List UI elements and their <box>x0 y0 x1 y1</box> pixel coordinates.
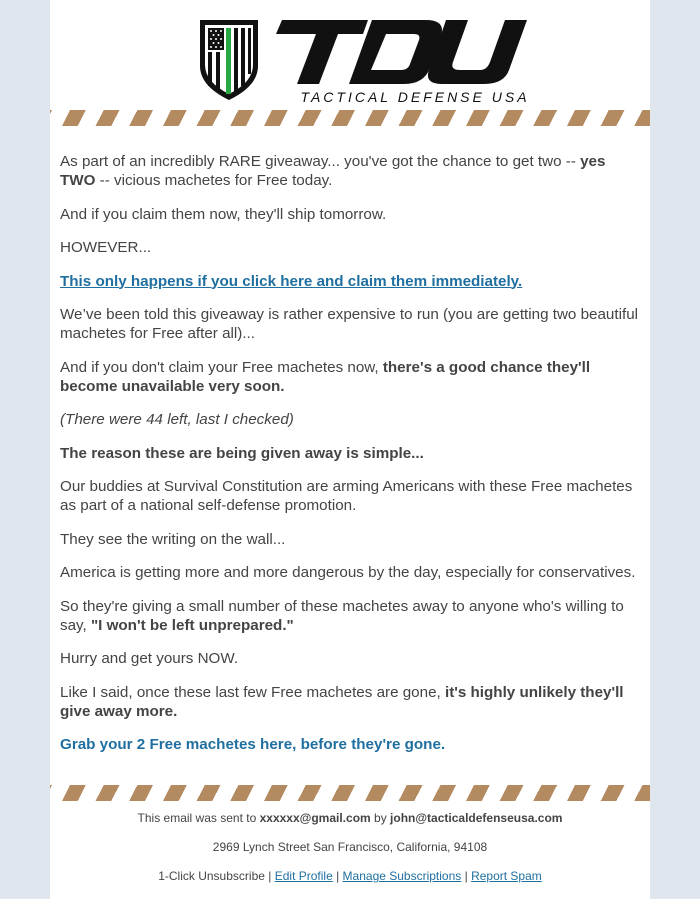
recipient-email: xxxxxx@gmail.com <box>259 811 371 825</box>
grab-machetes-link[interactable]: Grab your 2 Free machetes here, before they're gone. <box>60 736 446 753</box>
paragraph-hurry: Hurry and get yours NOW. <box>60 650 239 667</box>
footer-sent-line: This email was sent to xxxxxx@gmail.com by john@tacticaldefenseusa.com <box>137 811 563 825</box>
paragraph-intro: As part of an incredibly RARE giveaway... you've got the chance to get two -- yes TWO -- vicious machetes for Free today. <box>60 153 606 189</box>
paragraph-cta <box>60 735 640 754</box>
brand-tagline: TACTICAL DEFENSE USA <box>300 89 530 105</box>
paragraph-unlikely: Like I said, once these last few Free machetes are gone, it's highly unlikely they'll give away more. <box>60 683 624 720</box>
email-footer <box>50 810 650 897</box>
paragraph-claim-link <box>60 272 640 291</box>
hazard-stripe-top <box>50 110 650 126</box>
paragraph-giving: So they're giving a small number of these machetes away to anyone who's willing to say, "I won't be left unprepared." <box>60 597 624 634</box>
email-card <box>50 0 650 899</box>
edit-profile-link[interactable]: Edit Profile <box>274 869 333 883</box>
hazard-stripe-bottom <box>50 785 650 801</box>
paragraph-buddies: Our buddies at Survival Constitution are arming Americans with these Free machetes as part of a national self-defense promotion. <box>60 478 633 514</box>
tdu-wordmark <box>276 20 527 84</box>
sender-email: john@tacticaldefenseusa.com <box>390 811 563 825</box>
report-spam-link[interactable]: Report Spam <box>471 869 542 883</box>
paragraph-dangerous: America is getting more and more dangerous by the day, especially for conservatives. <box>60 564 636 581</box>
paragraph-expensive: We’ve been told this giveaway is rather expensive to run (you are getting two beautiful machetes for Free after all)... <box>60 306 639 342</box>
manage-subscriptions-link[interactable]: Manage Subscriptions <box>342 869 462 883</box>
paragraph-unavailable: And if you don't claim your Free machetes now, there's a good chance they'll become unavailable very soon. <box>60 358 591 395</box>
paragraph-however: HOWEVER... <box>60 239 152 256</box>
footer-address: 2969 Lynch Street San Francisco, California, 94108 <box>212 840 488 854</box>
flag-shield-icon <box>200 20 258 100</box>
paragraph-ship: And if you claim them now, they'll ship tomorrow. <box>60 205 387 223</box>
footer-links: 1-Click Unsubscribe | Edit Profile | Manage Subscriptions | Report Spam <box>158 869 542 883</box>
claim-link[interactable]: This only happens if you click here and claim them immediately. <box>60 272 523 290</box>
paragraph-writing: They see the writing on the wall... <box>60 530 286 548</box>
email-body <box>60 152 640 769</box>
unsubscribe-link[interactable]: 1-Click Unsubscribe <box>158 869 265 883</box>
paragraph-reason: The reason these are being given away is simple... <box>60 444 424 462</box>
paragraph-count: (There were 44 left, last I checked) <box>60 411 294 428</box>
brand-logo <box>50 14 650 106</box>
